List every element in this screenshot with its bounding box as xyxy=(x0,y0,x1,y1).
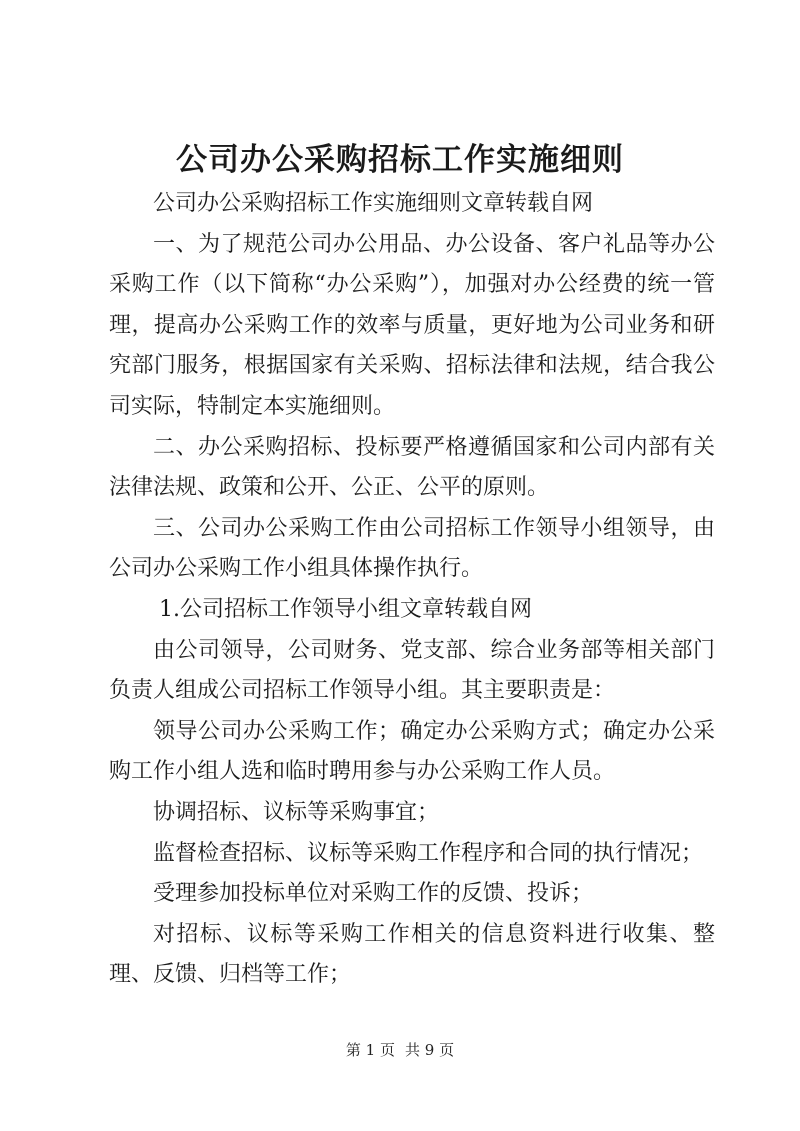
paragraph-article-2: 二、办公采购招标、投标要严格遵循国家和公司内部有关法律法规、政策和公开、公正、公平的原则。 xyxy=(109,434,715,501)
paragraph-article-1: 一、为了规范公司办公用品、办公设备、客户礼品等办公采购工作（以下简称“办公采购”），加强对办公经费的统一管理，提高办公采购工作的效率与质量，更好地为公司业务和研究部门服务，根据国家有关采购、招标法律和法规，结合我公司实际，特制定本实施细则。 xyxy=(109,231,715,419)
paragraph-duty-2: 协调招标、议标等采购事宜； xyxy=(153,799,440,825)
document-title: 公司办公采购招标工作实施细则 xyxy=(176,142,624,178)
paragraph-duty-1: 领导公司办公采购工作；确定办公采购方式；确定办公采购工作小组人选和临时聘用参与办公采购工作人员。 xyxy=(109,718,715,785)
paragraph-duty-3: 监督检查招标、议标等采购工作程序和合同的执行情况； xyxy=(153,840,704,866)
paragraph-leadership-composition: 由公司领导，公司财务、党支部、综合业务部等相关部门负责人组成公司招标工作领导小组。其主要职责是： xyxy=(109,637,715,704)
page-number: 第 1 页 xyxy=(345,1041,395,1059)
paragraph-duty-4: 受理参加投标单位对采购工作的反馈、投诉； xyxy=(153,881,594,907)
paragraph-duty-5: 对招标、议标等采购工作相关的信息资料进行收集、整理、反馈、归档等工作； xyxy=(109,921,715,988)
paragraph-article-3: 三、公司办公采购工作由公司招标工作领导小组领导，由公司办公采购工作小组具体操作执行。 xyxy=(109,515,715,582)
paragraph-subheading-1: 1.公司招标工作领导小组文章转载自网 xyxy=(159,596,532,622)
page-total: 共 9 页 xyxy=(405,1041,455,1059)
page-footer xyxy=(0,1040,800,1060)
document-body xyxy=(109,184,715,996)
paragraph-source-note: 公司办公采购招标工作实施细则文章转载自网 xyxy=(153,191,594,216)
